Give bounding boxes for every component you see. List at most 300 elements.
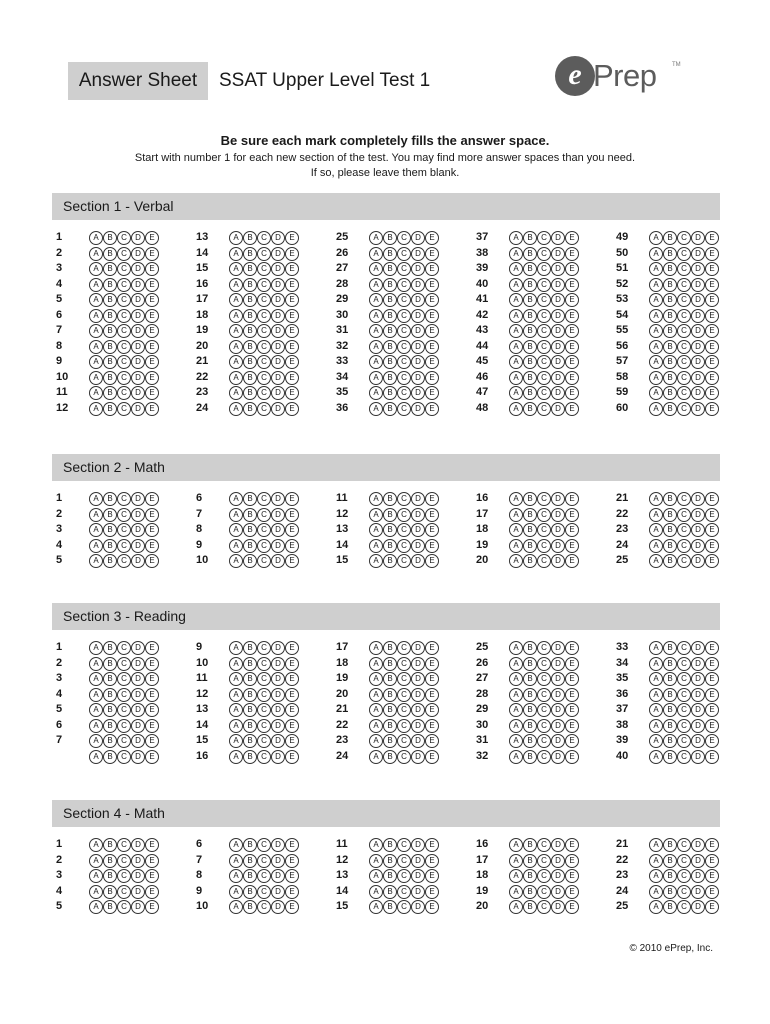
answer-bubble-e[interactable]: E <box>285 838 299 852</box>
answer-bubble-e[interactable]: E <box>565 231 579 245</box>
answer-bubble-c[interactable]: C <box>117 854 131 868</box>
answer-bubble-d[interactable]: D <box>551 355 565 369</box>
answer-bubble-c[interactable]: C <box>537 402 551 416</box>
answer-bubble-b[interactable]: B <box>523 657 537 671</box>
answer-bubble-e[interactable]: E <box>565 247 579 261</box>
answer-bubble-d[interactable]: D <box>411 719 425 733</box>
answer-bubble-c[interactable]: C <box>677 641 691 655</box>
answer-bubble-a[interactable]: A <box>649 734 663 748</box>
answer-bubble-b[interactable]: B <box>523 293 537 307</box>
answer-bubble-a[interactable]: A <box>509 672 523 686</box>
answer-bubble-e[interactable]: E <box>705 262 719 276</box>
answer-bubble-d[interactable]: D <box>411 309 425 323</box>
answer-bubble-a[interactable]: A <box>509 523 523 537</box>
answer-bubble-a[interactable]: A <box>369 703 383 717</box>
answer-bubble-b[interactable]: B <box>243 355 257 369</box>
answer-bubble-e[interactable]: E <box>145 309 159 323</box>
answer-bubble-b[interactable]: B <box>243 324 257 338</box>
answer-bubble-b[interactable]: B <box>523 309 537 323</box>
answer-bubble-b[interactable]: B <box>523 885 537 899</box>
answer-bubble-c[interactable]: C <box>537 734 551 748</box>
answer-bubble-c[interactable]: C <box>257 324 271 338</box>
answer-bubble-c[interactable]: C <box>537 386 551 400</box>
answer-bubble-d[interactable]: D <box>131 672 145 686</box>
answer-bubble-d[interactable]: D <box>691 539 705 553</box>
answer-bubble-c[interactable]: C <box>397 703 411 717</box>
answer-bubble-c[interactable]: C <box>117 231 131 245</box>
answer-bubble-b[interactable]: B <box>243 688 257 702</box>
answer-bubble-c[interactable]: C <box>677 869 691 883</box>
answer-bubble-c[interactable]: C <box>117 309 131 323</box>
answer-bubble-b[interactable]: B <box>383 278 397 292</box>
answer-bubble-b[interactable]: B <box>243 641 257 655</box>
answer-bubble-a[interactable]: A <box>229 869 243 883</box>
answer-bubble-e[interactable]: E <box>145 554 159 568</box>
answer-bubble-c[interactable]: C <box>537 672 551 686</box>
answer-bubble-b[interactable]: B <box>243 492 257 506</box>
answer-bubble-e[interactable]: E <box>565 539 579 553</box>
answer-bubble-e[interactable]: E <box>285 247 299 261</box>
answer-bubble-a[interactable]: A <box>649 309 663 323</box>
answer-bubble-e[interactable]: E <box>705 371 719 385</box>
answer-bubble-b[interactable]: B <box>523 247 537 261</box>
answer-bubble-b[interactable]: B <box>663 657 677 671</box>
answer-bubble-b[interactable]: B <box>523 262 537 276</box>
answer-bubble-c[interactable]: C <box>677 719 691 733</box>
answer-bubble-e[interactable]: E <box>705 324 719 338</box>
answer-bubble-a[interactable]: A <box>649 231 663 245</box>
answer-bubble-c[interactable]: C <box>537 900 551 914</box>
answer-bubble-b[interactable]: B <box>523 869 537 883</box>
answer-bubble-c[interactable]: C <box>537 539 551 553</box>
answer-bubble-d[interactable]: D <box>131 750 145 764</box>
answer-bubble-e[interactable]: E <box>145 641 159 655</box>
answer-bubble-a[interactable]: A <box>229 750 243 764</box>
answer-bubble-d[interactable]: D <box>131 641 145 655</box>
answer-bubble-e[interactable]: E <box>425 539 439 553</box>
answer-bubble-b[interactable]: B <box>243 340 257 354</box>
answer-bubble-e[interactable]: E <box>145 247 159 261</box>
answer-bubble-c[interactable]: C <box>117 703 131 717</box>
answer-bubble-a[interactable]: A <box>369 885 383 899</box>
answer-bubble-e[interactable]: E <box>565 838 579 852</box>
answer-bubble-a[interactable]: A <box>369 539 383 553</box>
answer-bubble-c[interactable]: C <box>397 492 411 506</box>
answer-bubble-b[interactable]: B <box>103 719 117 733</box>
answer-bubble-c[interactable]: C <box>257 734 271 748</box>
answer-bubble-b[interactable]: B <box>663 508 677 522</box>
answer-bubble-a[interactable]: A <box>369 293 383 307</box>
answer-bubble-e[interactable]: E <box>565 278 579 292</box>
answer-bubble-d[interactable]: D <box>691 508 705 522</box>
answer-bubble-b[interactable]: B <box>103 371 117 385</box>
answer-bubble-d[interactable]: D <box>551 734 565 748</box>
answer-bubble-d[interactable]: D <box>131 657 145 671</box>
answer-bubble-e[interactable]: E <box>705 309 719 323</box>
answer-bubble-e[interactable]: E <box>705 869 719 883</box>
answer-bubble-b[interactable]: B <box>663 492 677 506</box>
answer-bubble-b[interactable]: B <box>663 371 677 385</box>
answer-bubble-c[interactable]: C <box>537 371 551 385</box>
answer-bubble-a[interactable]: A <box>509 869 523 883</box>
answer-bubble-e[interactable]: E <box>565 641 579 655</box>
answer-bubble-b[interactable]: B <box>383 247 397 261</box>
answer-bubble-e[interactable]: E <box>705 719 719 733</box>
answer-bubble-b[interactable]: B <box>243 734 257 748</box>
answer-bubble-b[interactable]: B <box>523 355 537 369</box>
answer-bubble-b[interactable]: B <box>663 688 677 702</box>
answer-bubble-d[interactable]: D <box>691 247 705 261</box>
answer-bubble-a[interactable]: A <box>229 703 243 717</box>
answer-bubble-b[interactable]: B <box>663 523 677 537</box>
answer-bubble-e[interactable]: E <box>565 885 579 899</box>
answer-bubble-c[interactable]: C <box>537 688 551 702</box>
answer-bubble-c[interactable]: C <box>117 657 131 671</box>
answer-bubble-d[interactable]: D <box>131 508 145 522</box>
answer-bubble-e[interactable]: E <box>285 355 299 369</box>
answer-bubble-e[interactable]: E <box>705 854 719 868</box>
answer-bubble-b[interactable]: B <box>103 703 117 717</box>
answer-bubble-c[interactable]: C <box>257 900 271 914</box>
answer-bubble-b[interactable]: B <box>103 750 117 764</box>
answer-bubble-b[interactable]: B <box>523 838 537 852</box>
answer-bubble-d[interactable]: D <box>411 324 425 338</box>
answer-bubble-b[interactable]: B <box>243 539 257 553</box>
answer-bubble-d[interactable]: D <box>551 247 565 261</box>
answer-bubble-e[interactable]: E <box>565 900 579 914</box>
answer-bubble-d[interactable]: D <box>411 262 425 276</box>
answer-bubble-a[interactable]: A <box>229 355 243 369</box>
answer-bubble-d[interactable]: D <box>131 402 145 416</box>
answer-bubble-a[interactable]: A <box>89 355 103 369</box>
answer-bubble-a[interactable]: A <box>89 247 103 261</box>
answer-bubble-a[interactable]: A <box>229 231 243 245</box>
answer-bubble-b[interactable]: B <box>383 508 397 522</box>
answer-bubble-e[interactable]: E <box>565 869 579 883</box>
answer-bubble-c[interactable]: C <box>397 719 411 733</box>
answer-bubble-b[interactable]: B <box>383 554 397 568</box>
answer-bubble-b[interactable]: B <box>663 554 677 568</box>
answer-bubble-d[interactable]: D <box>131 309 145 323</box>
answer-bubble-e[interactable]: E <box>285 750 299 764</box>
answer-bubble-c[interactable]: C <box>117 869 131 883</box>
answer-bubble-d[interactable]: D <box>691 231 705 245</box>
answer-bubble-c[interactable]: C <box>677 854 691 868</box>
answer-bubble-c[interactable]: C <box>677 539 691 553</box>
answer-bubble-e[interactable]: E <box>705 838 719 852</box>
answer-bubble-d[interactable]: D <box>271 657 285 671</box>
answer-bubble-b[interactable]: B <box>103 386 117 400</box>
answer-bubble-c[interactable]: C <box>537 854 551 868</box>
answer-bubble-a[interactable]: A <box>509 278 523 292</box>
answer-bubble-d[interactable]: D <box>691 869 705 883</box>
answer-bubble-e[interactable]: E <box>285 657 299 671</box>
answer-bubble-e[interactable]: E <box>285 293 299 307</box>
answer-bubble-e[interactable]: E <box>565 324 579 338</box>
answer-bubble-a[interactable]: A <box>369 231 383 245</box>
answer-bubble-b[interactable]: B <box>383 641 397 655</box>
answer-bubble-a[interactable]: A <box>229 554 243 568</box>
answer-bubble-a[interactable]: A <box>369 386 383 400</box>
answer-bubble-c[interactable]: C <box>117 734 131 748</box>
answer-bubble-b[interactable]: B <box>383 386 397 400</box>
answer-bubble-b[interactable]: B <box>103 885 117 899</box>
answer-bubble-e[interactable]: E <box>425 324 439 338</box>
answer-bubble-e[interactable]: E <box>705 508 719 522</box>
answer-bubble-b[interactable]: B <box>103 508 117 522</box>
answer-bubble-a[interactable]: A <box>369 247 383 261</box>
answer-bubble-a[interactable]: A <box>89 539 103 553</box>
answer-bubble-e[interactable]: E <box>145 539 159 553</box>
answer-bubble-a[interactable]: A <box>89 688 103 702</box>
answer-bubble-c[interactable]: C <box>677 900 691 914</box>
answer-bubble-d[interactable]: D <box>411 371 425 385</box>
answer-bubble-c[interactable]: C <box>257 402 271 416</box>
answer-bubble-c[interactable]: C <box>257 688 271 702</box>
answer-bubble-e[interactable]: E <box>145 523 159 537</box>
answer-bubble-e[interactable]: E <box>425 869 439 883</box>
answer-bubble-b[interactable]: B <box>243 386 257 400</box>
answer-bubble-a[interactable]: A <box>369 688 383 702</box>
answer-bubble-b[interactable]: B <box>103 672 117 686</box>
answer-bubble-d[interactable]: D <box>271 734 285 748</box>
answer-bubble-a[interactable]: A <box>229 734 243 748</box>
answer-bubble-d[interactable]: D <box>411 278 425 292</box>
answer-bubble-a[interactable]: A <box>509 885 523 899</box>
answer-bubble-d[interactable]: D <box>271 838 285 852</box>
answer-bubble-d[interactable]: D <box>691 688 705 702</box>
answer-bubble-c[interactable]: C <box>257 278 271 292</box>
answer-bubble-d[interactable]: D <box>271 750 285 764</box>
answer-bubble-c[interactable]: C <box>537 492 551 506</box>
answer-bubble-b[interactable]: B <box>383 402 397 416</box>
answer-bubble-e[interactable]: E <box>285 371 299 385</box>
answer-bubble-c[interactable]: C <box>537 554 551 568</box>
answer-bubble-b[interactable]: B <box>383 492 397 506</box>
answer-bubble-a[interactable]: A <box>509 900 523 914</box>
answer-bubble-a[interactable]: A <box>369 278 383 292</box>
answer-bubble-c[interactable]: C <box>397 657 411 671</box>
answer-bubble-e[interactable]: E <box>285 324 299 338</box>
answer-bubble-a[interactable]: A <box>509 703 523 717</box>
answer-bubble-a[interactable]: A <box>649 885 663 899</box>
answer-bubble-b[interactable]: B <box>383 734 397 748</box>
answer-bubble-d[interactable]: D <box>691 278 705 292</box>
answer-bubble-a[interactable]: A <box>229 386 243 400</box>
answer-bubble-e[interactable]: E <box>145 492 159 506</box>
answer-bubble-b[interactable]: B <box>103 688 117 702</box>
answer-bubble-c[interactable]: C <box>537 641 551 655</box>
answer-bubble-d[interactable]: D <box>411 355 425 369</box>
answer-bubble-e[interactable]: E <box>565 554 579 568</box>
answer-bubble-b[interactable]: B <box>243 523 257 537</box>
answer-bubble-c[interactable]: C <box>397 554 411 568</box>
answer-bubble-a[interactable]: A <box>649 838 663 852</box>
answer-bubble-d[interactable]: D <box>411 672 425 686</box>
answer-bubble-d[interactable]: D <box>551 492 565 506</box>
answer-bubble-d[interactable]: D <box>691 672 705 686</box>
answer-bubble-c[interactable]: C <box>677 371 691 385</box>
answer-bubble-a[interactable]: A <box>89 657 103 671</box>
answer-bubble-e[interactable]: E <box>145 402 159 416</box>
answer-bubble-a[interactable]: A <box>509 247 523 261</box>
answer-bubble-c[interactable]: C <box>537 247 551 261</box>
answer-bubble-a[interactable]: A <box>369 324 383 338</box>
answer-bubble-a[interactable]: A <box>649 854 663 868</box>
answer-bubble-a[interactable]: A <box>649 386 663 400</box>
answer-bubble-d[interactable]: D <box>271 386 285 400</box>
answer-bubble-c[interactable]: C <box>397 750 411 764</box>
answer-bubble-b[interactable]: B <box>243 719 257 733</box>
answer-bubble-b[interactable]: B <box>243 900 257 914</box>
answer-bubble-c[interactable]: C <box>397 885 411 899</box>
answer-bubble-a[interactable]: A <box>229 402 243 416</box>
answer-bubble-e[interactable]: E <box>705 492 719 506</box>
answer-bubble-d[interactable]: D <box>131 523 145 537</box>
answer-bubble-c[interactable]: C <box>677 402 691 416</box>
answer-bubble-d[interactable]: D <box>271 703 285 717</box>
answer-bubble-c[interactable]: C <box>257 750 271 764</box>
answer-bubble-c[interactable]: C <box>397 293 411 307</box>
answer-bubble-b[interactable]: B <box>523 672 537 686</box>
answer-bubble-e[interactable]: E <box>285 508 299 522</box>
answer-bubble-a[interactable]: A <box>229 854 243 868</box>
answer-bubble-d[interactable]: D <box>271 854 285 868</box>
answer-bubble-b[interactable]: B <box>383 672 397 686</box>
answer-bubble-a[interactable]: A <box>509 854 523 868</box>
answer-bubble-d[interactable]: D <box>551 672 565 686</box>
answer-bubble-e[interactable]: E <box>285 703 299 717</box>
answer-bubble-a[interactable]: A <box>509 231 523 245</box>
answer-bubble-a[interactable]: A <box>649 539 663 553</box>
answer-bubble-c[interactable]: C <box>397 262 411 276</box>
answer-bubble-b[interactable]: B <box>663 386 677 400</box>
answer-bubble-b[interactable]: B <box>383 262 397 276</box>
answer-bubble-a[interactable]: A <box>509 719 523 733</box>
answer-bubble-a[interactable]: A <box>369 869 383 883</box>
answer-bubble-d[interactable]: D <box>691 657 705 671</box>
answer-bubble-c[interactable]: C <box>397 900 411 914</box>
answer-bubble-d[interactable]: D <box>271 324 285 338</box>
answer-bubble-e[interactable]: E <box>565 719 579 733</box>
answer-bubble-a[interactable]: A <box>89 672 103 686</box>
answer-bubble-a[interactable]: A <box>369 508 383 522</box>
answer-bubble-b[interactable]: B <box>663 247 677 261</box>
answer-bubble-b[interactable]: B <box>243 309 257 323</box>
answer-bubble-b[interactable]: B <box>243 869 257 883</box>
answer-bubble-e[interactable]: E <box>145 672 159 686</box>
answer-bubble-c[interactable]: C <box>537 293 551 307</box>
answer-bubble-a[interactable]: A <box>229 900 243 914</box>
answer-bubble-e[interactable]: E <box>705 523 719 537</box>
answer-bubble-a[interactable]: A <box>229 247 243 261</box>
answer-bubble-c[interactable]: C <box>257 340 271 354</box>
answer-bubble-c[interactable]: C <box>117 262 131 276</box>
answer-bubble-a[interactable]: A <box>229 539 243 553</box>
answer-bubble-c[interactable]: C <box>257 641 271 655</box>
answer-bubble-c[interactable]: C <box>537 523 551 537</box>
answer-bubble-b[interactable]: B <box>383 719 397 733</box>
answer-bubble-d[interactable]: D <box>271 278 285 292</box>
answer-bubble-c[interactable]: C <box>537 750 551 764</box>
answer-bubble-a[interactable]: A <box>229 324 243 338</box>
answer-bubble-a[interactable]: A <box>229 523 243 537</box>
answer-bubble-b[interactable]: B <box>383 231 397 245</box>
answer-bubble-e[interactable]: E <box>565 657 579 671</box>
answer-bubble-b[interactable]: B <box>103 641 117 655</box>
answer-bubble-a[interactable]: A <box>509 371 523 385</box>
answer-bubble-a[interactable]: A <box>509 262 523 276</box>
answer-bubble-d[interactable]: D <box>691 854 705 868</box>
answer-bubble-a[interactable]: A <box>369 492 383 506</box>
answer-bubble-c[interactable]: C <box>397 340 411 354</box>
answer-bubble-b[interactable]: B <box>663 750 677 764</box>
answer-bubble-c[interactable]: C <box>537 869 551 883</box>
answer-bubble-e[interactable]: E <box>425 838 439 852</box>
answer-bubble-d[interactable]: D <box>131 293 145 307</box>
answer-bubble-a[interactable]: A <box>89 641 103 655</box>
answer-bubble-e[interactable]: E <box>705 386 719 400</box>
answer-bubble-d[interactable]: D <box>551 554 565 568</box>
answer-bubble-e[interactable]: E <box>565 734 579 748</box>
answer-bubble-a[interactable]: A <box>89 371 103 385</box>
answer-bubble-e[interactable]: E <box>425 371 439 385</box>
answer-bubble-d[interactable]: D <box>551 869 565 883</box>
answer-bubble-a[interactable]: A <box>649 324 663 338</box>
answer-bubble-c[interactable]: C <box>677 838 691 852</box>
answer-bubble-c[interactable]: C <box>257 869 271 883</box>
answer-bubble-e[interactable]: E <box>145 231 159 245</box>
answer-bubble-b[interactable]: B <box>383 703 397 717</box>
answer-bubble-d[interactable]: D <box>271 492 285 506</box>
answer-bubble-e[interactable]: E <box>565 523 579 537</box>
answer-bubble-d[interactable]: D <box>411 402 425 416</box>
answer-bubble-e[interactable]: E <box>145 657 159 671</box>
answer-bubble-c[interactable]: C <box>117 641 131 655</box>
answer-bubble-d[interactable]: D <box>131 885 145 899</box>
answer-bubble-d[interactable]: D <box>411 854 425 868</box>
answer-bubble-b[interactable]: B <box>523 719 537 733</box>
answer-bubble-a[interactable]: A <box>649 247 663 261</box>
answer-bubble-d[interactable]: D <box>551 508 565 522</box>
answer-bubble-b[interactable]: B <box>383 293 397 307</box>
answer-bubble-d[interactable]: D <box>271 869 285 883</box>
answer-bubble-c[interactable]: C <box>677 523 691 537</box>
answer-bubble-b[interactable]: B <box>243 672 257 686</box>
answer-bubble-c[interactable]: C <box>257 492 271 506</box>
answer-bubble-e[interactable]: E <box>565 688 579 702</box>
answer-bubble-c[interactable]: C <box>537 355 551 369</box>
answer-bubble-d[interactable]: D <box>271 293 285 307</box>
answer-bubble-c[interactable]: C <box>537 309 551 323</box>
answer-bubble-b[interactable]: B <box>663 703 677 717</box>
answer-bubble-d[interactable]: D <box>691 885 705 899</box>
answer-bubble-e[interactable]: E <box>425 641 439 655</box>
answer-bubble-b[interactable]: B <box>243 750 257 764</box>
answer-bubble-d[interactable]: D <box>131 262 145 276</box>
answer-bubble-b[interactable]: B <box>383 869 397 883</box>
answer-bubble-d[interactable]: D <box>551 309 565 323</box>
answer-bubble-e[interactable]: E <box>285 641 299 655</box>
answer-bubble-a[interactable]: A <box>229 293 243 307</box>
answer-bubble-a[interactable]: A <box>89 278 103 292</box>
answer-bubble-e[interactable]: E <box>145 293 159 307</box>
answer-bubble-c[interactable]: C <box>117 386 131 400</box>
answer-bubble-c[interactable]: C <box>397 672 411 686</box>
answer-bubble-e[interactable]: E <box>425 247 439 261</box>
answer-bubble-c[interactable]: C <box>537 262 551 276</box>
answer-bubble-b[interactable]: B <box>663 539 677 553</box>
